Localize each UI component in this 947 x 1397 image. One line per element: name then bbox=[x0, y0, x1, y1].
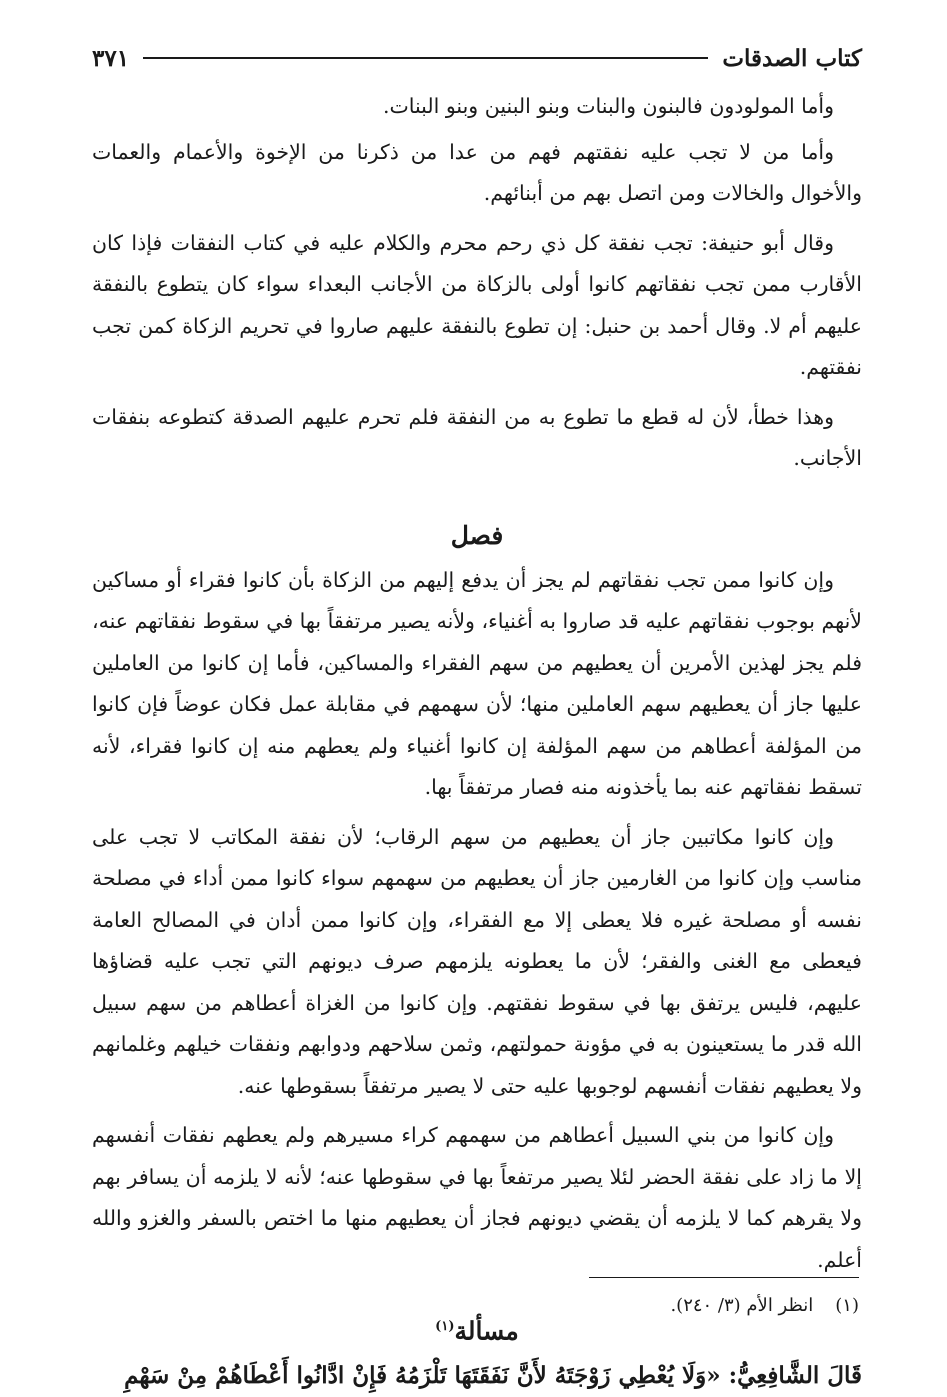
footnote-divider bbox=[589, 1277, 859, 1278]
footnote-number: (١) bbox=[835, 1295, 859, 1316]
header-rule bbox=[143, 57, 708, 59]
paragraph: وإن كانوا من بني السبيل أعطاهم من سهمهم كراء مسيرهم ولم يعطهم نفقات أنفسهم إلا ما زاد على نفقة الحضر لئلا يصير مرتفعاً بها في سقوطها عنه؛ لأنه لا يلزمه أن يسافر بهم ولا يقرهم كما لا يلزمه أن يقضي ديونهم فجاز أن يعطيهم منها ما اختص بالسفر والغزو والله أعلم. bbox=[92, 1123, 862, 1272]
footnote-text: انظر الأم (٣/ ٢٤٠). bbox=[670, 1295, 814, 1316]
paragraph: وأما المولودون فالبنون والبنات وبنو البنين وبنو البنات. bbox=[382, 94, 834, 118]
paragraph: وإن كانوا ممن تجب نفقاتهم لم يجز أن يدفع إليهم من الزكاة بأن كانوا فقراء أو مساكين لأنهم بوجوب نفقاتهم عليه قد صاروا به أغنياء، ولأنه يصير مرتفقاً بها في سقوط نفقاتهم عنه، فلم يجز لهذين الأمرين أن يعطيهم من سهم الفقراء والمساكين، فأما إن كانوا من العاملين عليها جاز أن يعطيهم سهم العاملين منها؛ لأن سهمهم في مقابلة عمل فكان عوضاً فإن كانوا من المؤلفة أعطاهم من سهم المؤلفة إن كانوا أغنياء ولم يعطهم منه إن كانوا فقراء، لأنه تسقط نفقاتهم عنه بما يأخذونه منه فصار مرتفقاً بها. bbox=[92, 567, 862, 799]
section-heading: فصل bbox=[450, 520, 504, 550]
paragraph: وقال أبو حنيفة: تجب نفقة كل ذي رحم محرم والكلام عليه في كتاب النفقات فإذا كان الأقارب ممن تجب نفقاتهم كانوا أولى بالزكاة من الأجانب البعداء سواء كان يتطوع بالنفقة عليهم أم لا. وقال أحمد بن حنبل: إن تطوع بالنفقة عليهم صاروا في تحريم الزكاة كمن تجب نفقتهم. bbox=[92, 230, 862, 379]
footnote-marker[interactable]: (١) bbox=[435, 1319, 455, 1334]
page-number: ٣٧١ bbox=[92, 44, 130, 72]
footnote bbox=[459, 1291, 859, 1321]
paragraph: وإن كانوا مكاتبين جاز أن يعطيهم من سهم الرقاب؛ لأن نفقة المكاتب لا تجب على مناسب وإن كانوا من الغارمين جاز أن يعطيهم من سهمهم سواء كانوا ممن أداء في مصلحة نفسه أو مصلحة غيره فلا يعطى إلا مع الفقراء، وإن كانوا ممن أدان في المصالح العامة فيعطى مع الغنى والفقر؛ لأن ما يعطونه يلزمهم صرف ديونهم التي تجب عليه قضاؤها عليهم، فليس يرتفق بها في سقوط نفقتهم. وإن كانوا من الغزاة أعطاهم من سهم سبيل الله قدر ما يستعينون به في مؤونة حمولتهم، وثمن سلاحهم ودوابهم ونفقات خيلهم وغلمانهم ولا يعطيهم نفقات أنفسهم لوجوبها عليه حتى لا يصير مرتفقاً بسقوطها عنه. bbox=[92, 824, 862, 1098]
masala-title: مسألة bbox=[454, 1316, 519, 1346]
main-text bbox=[92, 86, 862, 1397]
paragraph: وهذا خطأ، لأن له قطع ما تطوع به من النفقة فلم تحرم عليهم الصدقة كتطوعه بنفقات الأجانب. bbox=[92, 404, 862, 470]
paragraph: وأما من لا تجب عليه نفقتهم فهم من عدا من ذكرنا من الإخوة والأعمام والعمات والأخوال والخالات ومن اتصل بهم من أبنائهم. bbox=[92, 139, 862, 205]
book-title: كتاب الصدقات bbox=[722, 44, 862, 72]
shafii-quote: قَالَ الشَّافِعِيُّ: «وَلَا يُعْطِي زَوْجَتَهُ لأَنَّ نَفَقَتَهَا تَلْزَمُهُ فَإِنْ ادَّانُوا أَعْطَاهُمْ مِنْ سَهْمِ bbox=[124, 1362, 862, 1390]
running-header bbox=[92, 38, 862, 78]
